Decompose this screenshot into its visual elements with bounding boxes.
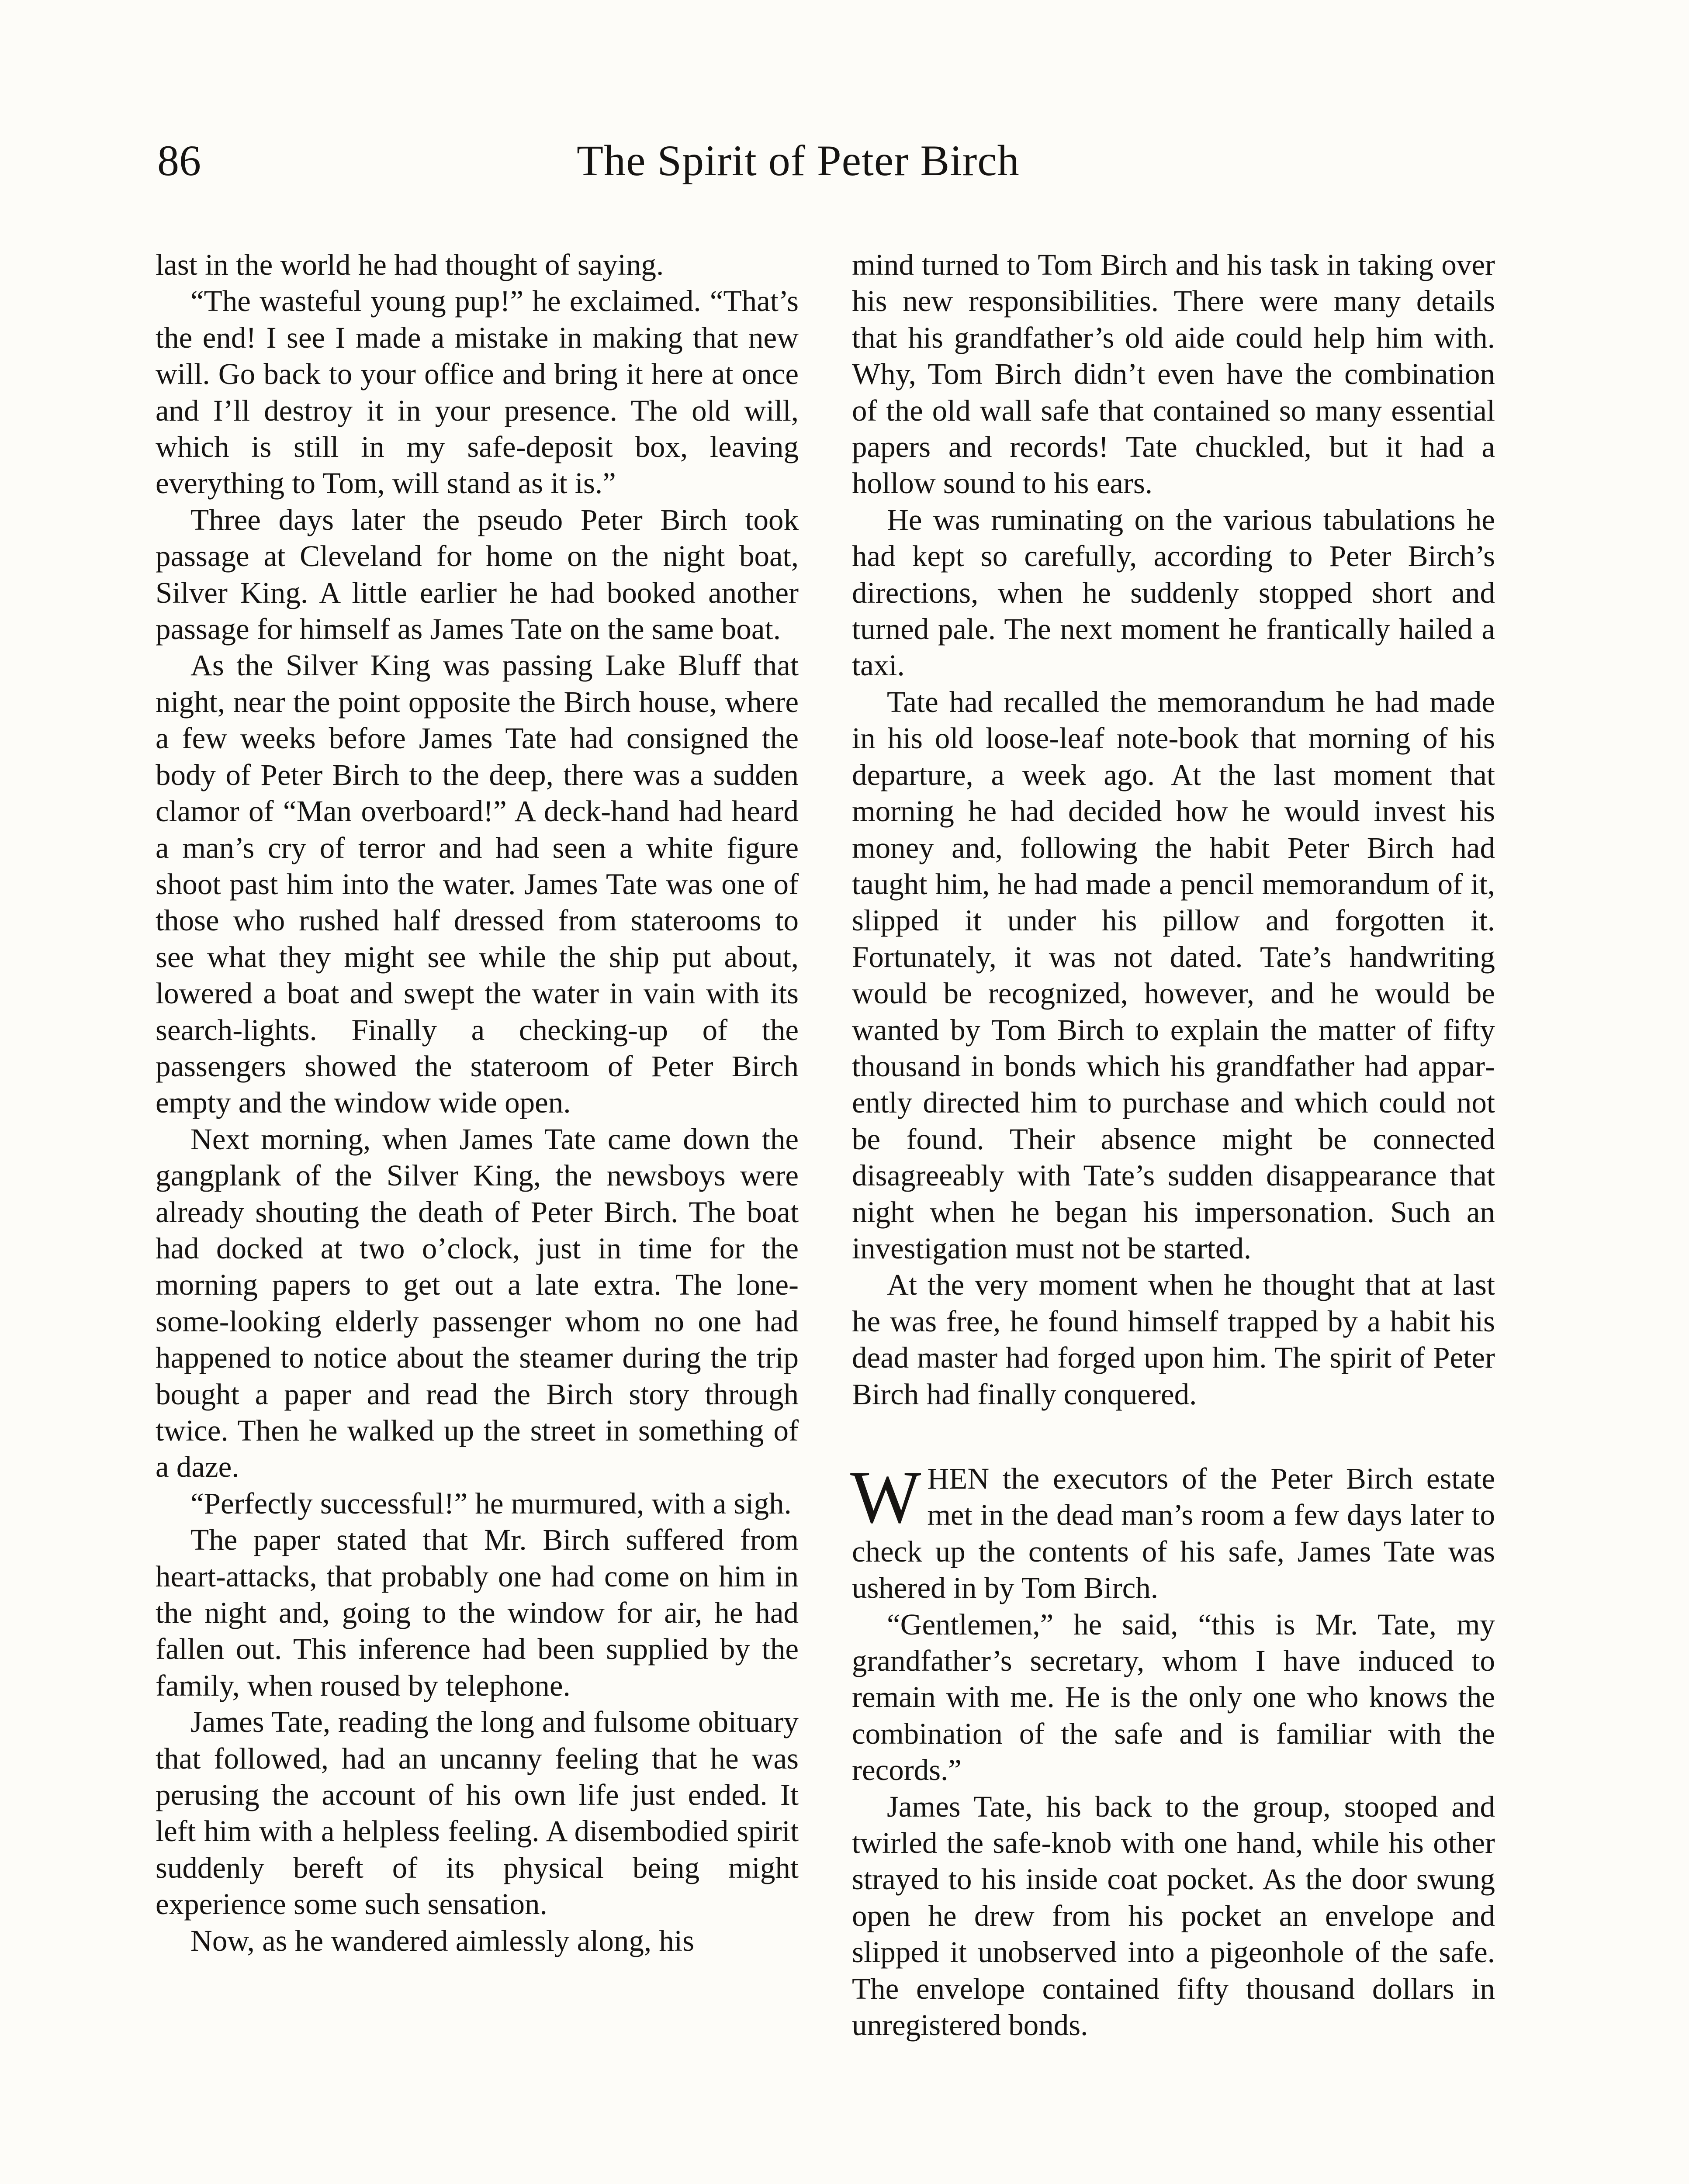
paragraph: Next morning, when James Tate came down the gangplank of the Silver King, the newsboys were already shouting the death of Peter Birch. The boat had docked at two o’clock, just in time for the morning papers to get out a late extra. The lonesome-looking elderly passenger whom no one had happened to notice about the steamer during the trip bought a paper and read the Birch story through twice. Then he walked up the street in something of a daze. bbox=[156, 1122, 799, 1484]
section-break bbox=[852, 1413, 1495, 1461]
paragraph: “Gentlemen,” he said, “this is Mr. Tate, my grandfather’s secretary, whom I have induced to remain with me. He is the only one who knows the combination of the safe and is familiar with the records.” bbox=[852, 1607, 1495, 1787]
drop-cap: W bbox=[850, 1456, 921, 1539]
left-column bbox=[156, 247, 799, 1959]
paragraph: James Tate, reading the long and fulsome obituary that followed, had an uncanny feeling that he was perusing the account of his own life just ended. It left him with a helpless feeling. A disembodied spirit suddenly bereft of its physical being might experience some such sensation. bbox=[156, 1705, 799, 1921]
paragraph: mind turned to Tom Birch and his task in taking over his new responsibilities. There were many details that his grandfather’s old aide could help him with. Why, Tom Birch didn’t even have the combination of the old wall safe that contained so many essential papers and records! Tate chuckled, but it had a hollow sound to his ears. bbox=[852, 248, 1495, 500]
page-number: 86 bbox=[157, 136, 201, 185]
paragraph: As the Silver King was passing Lake Bluff that night, near the point opposite the Birch house, where a few weeks before James Tate had consigned the body of Peter Birch to the deep, there was a sudden clamor of “Man overboard!” A deck-hand had heard a man’s cry of terror and had seen a white figure shoot past him into the water. James Tate was one of those who rushed half dressed from staterooms to see what they might see while the ship put about, lowered a boat and swept the water in vain with its search-lights. Finally a checking-up of the passengers showed the stateroom of Peter Birch empty and the window wide open. bbox=[156, 649, 799, 1120]
paragraph-text: HEN the executors of the Peter Birch estate met in the dead man’s room a few days later to check up the contents of his safe, James Tate was ushered in by Tom Birch. bbox=[852, 1462, 1495, 1605]
paragraph: The paper stated that Mr. Birch suffered from heart-attacks, that probably one had come on him in the night and, going to the window for air, he had fallen out. This inference had been supplied by the family, when roused by telephone. bbox=[156, 1523, 799, 1702]
paragraph: He was ruminating on the various tabulations he had kept so carefully, according to Peter Birch’s directions, when he suddenly stopped short and turned pale. The next moment he frantically hailed a taxi. bbox=[852, 503, 1495, 682]
running-head: The Spirit of Peter Birch bbox=[577, 136, 1020, 185]
paragraph: “The wasteful young pup!” he exclaimed. “That’s the end! I see I made a mistake in making that new will. Go back to your office and bring it here at once and I’ll destroy it in your presence. The old will, which is still in my safe-deposit box, leaving everything to Tom, will stand as it is.” bbox=[156, 284, 799, 500]
right-column bbox=[852, 247, 1495, 2044]
paragraph: Tate had recalled the memorandum he had made in his old loose-leaf note-book that morning of his departure, a week ago. At the last moment that morning he had decided how he would invest his money and, following the habit Peter Birch had taught him, he had made a pencil memorandum of it, slipped it under his pillow and forgotten it. Fortunately, it was not dated. Tate’s handwriting would be recognized, however, and he would be wanted by Tom Birch to explain the matter of fifty thousand in bonds which his grandfather had apparently directed him to purchase and which could not be found. Their absence might be connected disagreeably with Tate’s sudden disappearance that night when he began his impersonation. Such an investigation must not be started. bbox=[852, 685, 1495, 1265]
paragraph: “Perfectly successful!” he murmured, with a sigh. bbox=[190, 1486, 792, 1520]
paragraph: Now, as he wandered aimlessly along, his bbox=[190, 1924, 694, 1957]
paragraph: Three days later the pseudo Peter Birch took passage at Cleveland for home on the night boat, Silver King. A little earlier he had booked another passage for himself as James Tate on the same boat. bbox=[156, 503, 799, 646]
paragraph: last in the world he had thought of saying. bbox=[156, 248, 664, 281]
paragraph: James Tate, his back to the group, stooped and twirled the safe-knob with one hand, while his other strayed to his inside coat pocket. As the door swung open he drew from his pocket an envelope and slipped it unobserved into a pigeonhole of the safe. The envelope contained fifty thousand dollars in unregistered bonds. bbox=[852, 1790, 1495, 2042]
paragraph: At the very moment when he thought that at last he was free, he found himself trapped by a habit his dead master had forged upon him. The spirit of Peter Birch had finally conquered. bbox=[852, 1268, 1495, 1411]
section-opening-paragraph bbox=[850, 1456, 1495, 1607]
